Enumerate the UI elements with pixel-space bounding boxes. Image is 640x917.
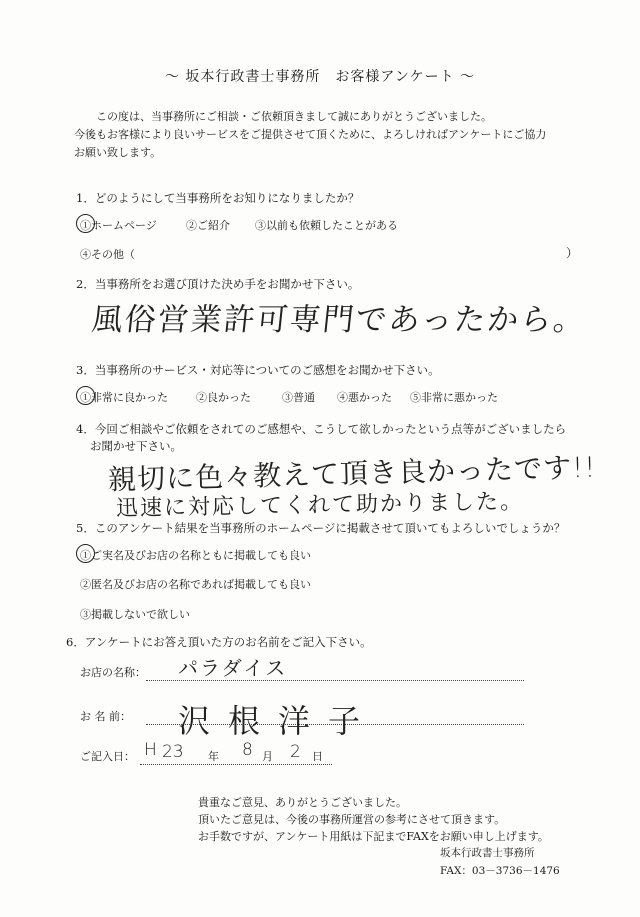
name-value: 沢根洋子: [178, 702, 379, 740]
page-title: ～ 坂本行政書士事務所 お客様アンケート ～: [164, 69, 476, 85]
q1-option-3: ③以前も依頼したことがある: [255, 219, 398, 232]
intro-line-2: 今後もお客様により良いサービスをご提供させて頂くために、よろしければアンケートにご協力: [74, 128, 547, 141]
q1-option-2: ②ご紹介: [186, 219, 230, 232]
q5-option-1: ①ご実名及びお店の名称ともに掲載しても良い: [80, 549, 311, 562]
footer-line-3: お手数ですが、アンケート用紙は下記までFAXをお願い申し上げます。: [198, 830, 549, 843]
q1-question: 1．どのようにして当事務所をお知りになりましたか？: [76, 191, 360, 205]
date-era: H: [144, 740, 157, 760]
intro-line-3: お願い致します。: [74, 146, 162, 159]
name-label: お 名 前：: [80, 710, 131, 723]
footer-line-2: 頂いたご意見は、今後の事務所運営の参考にさせて頂きます。: [198, 813, 506, 826]
q4-answer-line-2: 迅速に対応してくれて助かりました。: [115, 489, 525, 522]
q3-option-2: ②良かった: [196, 391, 251, 404]
q5-question: 5．このアンケート結果を当事務所のホームページに掲載させて頂いてもよろしいでしょうか？: [76, 521, 566, 535]
footer-office: 坂本行政書士事務所: [440, 847, 535, 859]
q3-option-5: ⑤非常に悪かった: [410, 391, 498, 404]
date-line: [140, 764, 332, 765]
q3-option-1: ①非常に良かった: [80, 391, 168, 404]
q3-option-3: ③普通: [282, 391, 315, 404]
year-label: 年: [208, 750, 219, 763]
footer-line-1: 貴重なご意見、ありがとうございました。: [198, 796, 407, 809]
q6-question: 6．アンケートにお答え頂いた方のお名前をご記入下さい。: [66, 635, 372, 649]
date-year: 23: [162, 742, 184, 762]
q5-option-2: ②匿名及びお店の名称であれば掲載しても良い: [80, 578, 311, 591]
q5-option-3: ③掲載しないで欲しい: [80, 608, 190, 621]
q2-answer: 風俗営業許可専門であったから。: [89, 302, 589, 338]
q1-option-other: ④その他（: [80, 248, 135, 261]
q4-question-line-1: 4．今回ご相談やご依頼をされてのご感想や、こうして欲しかったという点等がございましたら: [76, 422, 567, 436]
date-month: 8: [242, 740, 253, 760]
shop-name-value: パラダイス: [178, 656, 288, 680]
q1-other-close: ）: [566, 246, 579, 260]
q3-question: 3．当事務所のサービス・対応等についてのご感想をお聞かせ下さい。: [76, 363, 440, 377]
day-label: 日: [312, 750, 323, 763]
q3-option-4: ④悪かった: [337, 391, 392, 404]
q4-question-line-2: お聞かせ下さい。: [90, 439, 182, 453]
footer-fax: FAX：03－3736－1476: [440, 865, 560, 877]
date-day: 2: [290, 742, 301, 762]
q4-answer-line-1: 親切に色々教えて頂き良かったです!!: [107, 450, 597, 497]
intro-line-1: この度は、当事務所にご相談・ご依頼頂きまして誠にありがとうございました。: [96, 110, 492, 123]
month-label: 月: [262, 750, 273, 763]
q2-question: 2．当事務所をお選び頂けた決め手をお聞かせ下さい。: [76, 277, 360, 291]
date-label: ご記入日：: [80, 750, 135, 763]
shop-name-label: お店の名称：: [80, 666, 146, 679]
q1-option-1: ①ホームページ: [80, 219, 157, 232]
